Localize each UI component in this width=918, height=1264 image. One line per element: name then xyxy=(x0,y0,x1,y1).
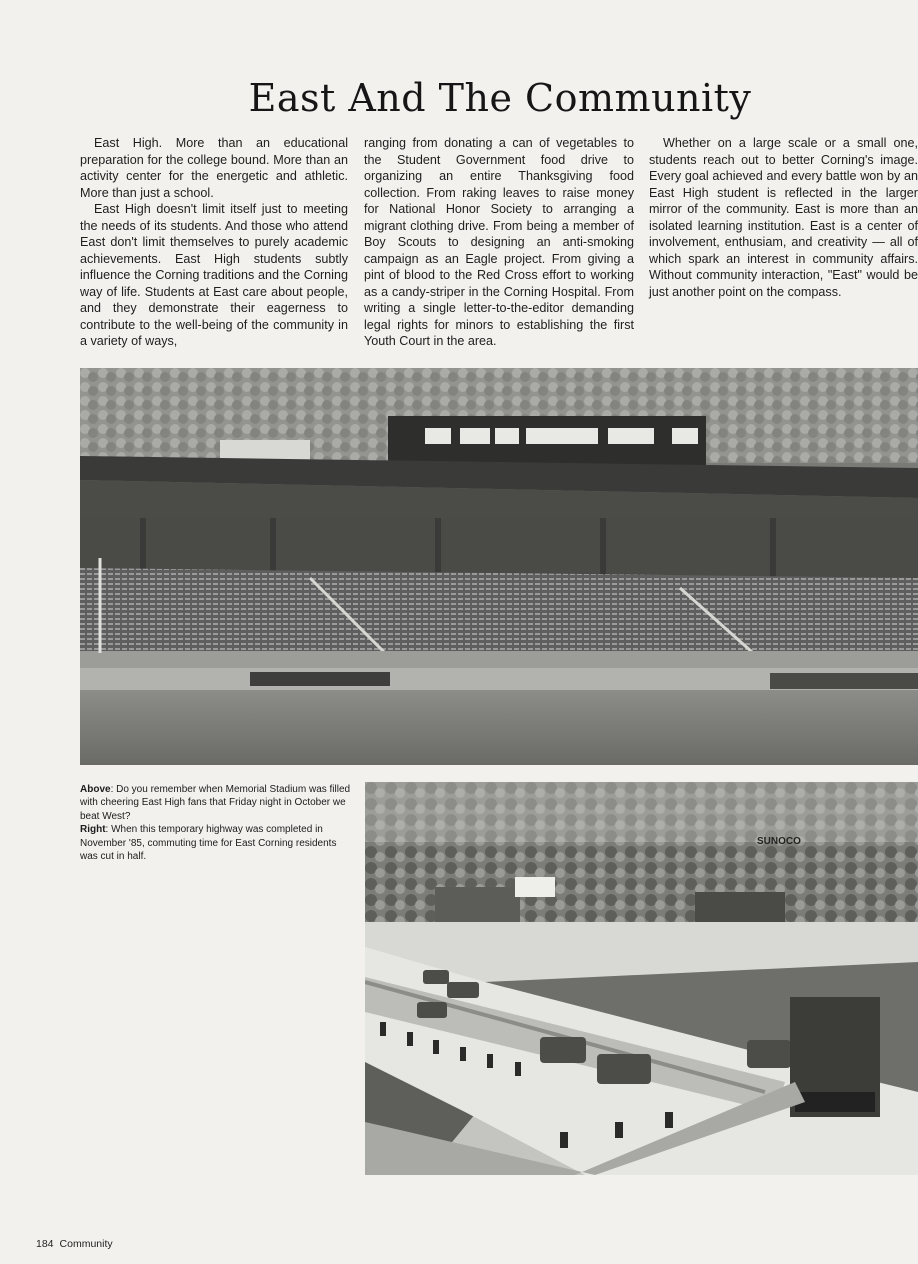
page-footer xyxy=(36,1238,113,1250)
paragraph: East High doesn't limit itself just to meeting the needs of its students. And those who attend East don't limit themselves to purely academic achievements. East High students subtly influence the Corning traditions and the Corning way of life. Students at East care about people, and they demonstrate their eagerness to contribute to the well-being of the community in a variety of ways, xyxy=(80,202,348,348)
highway-photo xyxy=(365,782,918,1175)
highway-illustration xyxy=(365,782,918,1175)
paragraph: ranging from donating a can of vegetables to the Student Government food drive to organizing an entire Thanksgiving food collection. From raking leaves to raise money for National Honor Society to arranging a migrant clothing drive. From being a member of Boy Scouts to designing an anti-smoking campaign as an Eagle project. From giving a pint of blood to the Red Cross effort to working as a candy-striper in the Corning Hospital. From writing a single letter-to-the-editor demanding legal rights for minors to establishing the first Youth Court in the area. xyxy=(364,136,634,348)
caption-text-right: : When this temporary highway was completed in November '85, commuting time for East Corning residents was cut in half. xyxy=(80,824,337,863)
body-column-2 xyxy=(364,135,634,350)
body-column-3 xyxy=(649,135,918,300)
paragraph: East High. More than an educational preparation for the college bound. More than an activity center for the energetic and athletic. More than just a school. xyxy=(80,136,348,200)
section-name: Community xyxy=(59,1238,113,1250)
stadium-illustration xyxy=(80,368,918,765)
stadium-photo xyxy=(80,368,918,765)
caption-right xyxy=(80,823,352,863)
page-title: East And The Community xyxy=(248,76,752,120)
body-column-1 xyxy=(80,135,348,350)
photo-caption xyxy=(80,783,352,863)
caption-text-above: : Do you remember when Memorial Stadium was filled with cheering East High fans that Friday night in October we beat West? xyxy=(80,784,351,822)
paragraph: Whether on a large scale or a small one, students reach out to better Corning's image. Every goal achieved and every battle won by an East High student is reflected in the larger mirror of the community. East is more than an isolated learning institution. East is a center of involvement, enthusiam, and creativity — all of which spark an interest in community affairs. Without community interaction, "East" would be just another point on the compass. xyxy=(649,136,918,299)
caption-label-right: Right xyxy=(80,824,106,836)
station-sign: SUNOCO xyxy=(757,836,801,847)
page-number: 184 xyxy=(36,1238,54,1250)
caption-label-above: Above xyxy=(80,784,111,795)
caption-above xyxy=(80,783,352,823)
